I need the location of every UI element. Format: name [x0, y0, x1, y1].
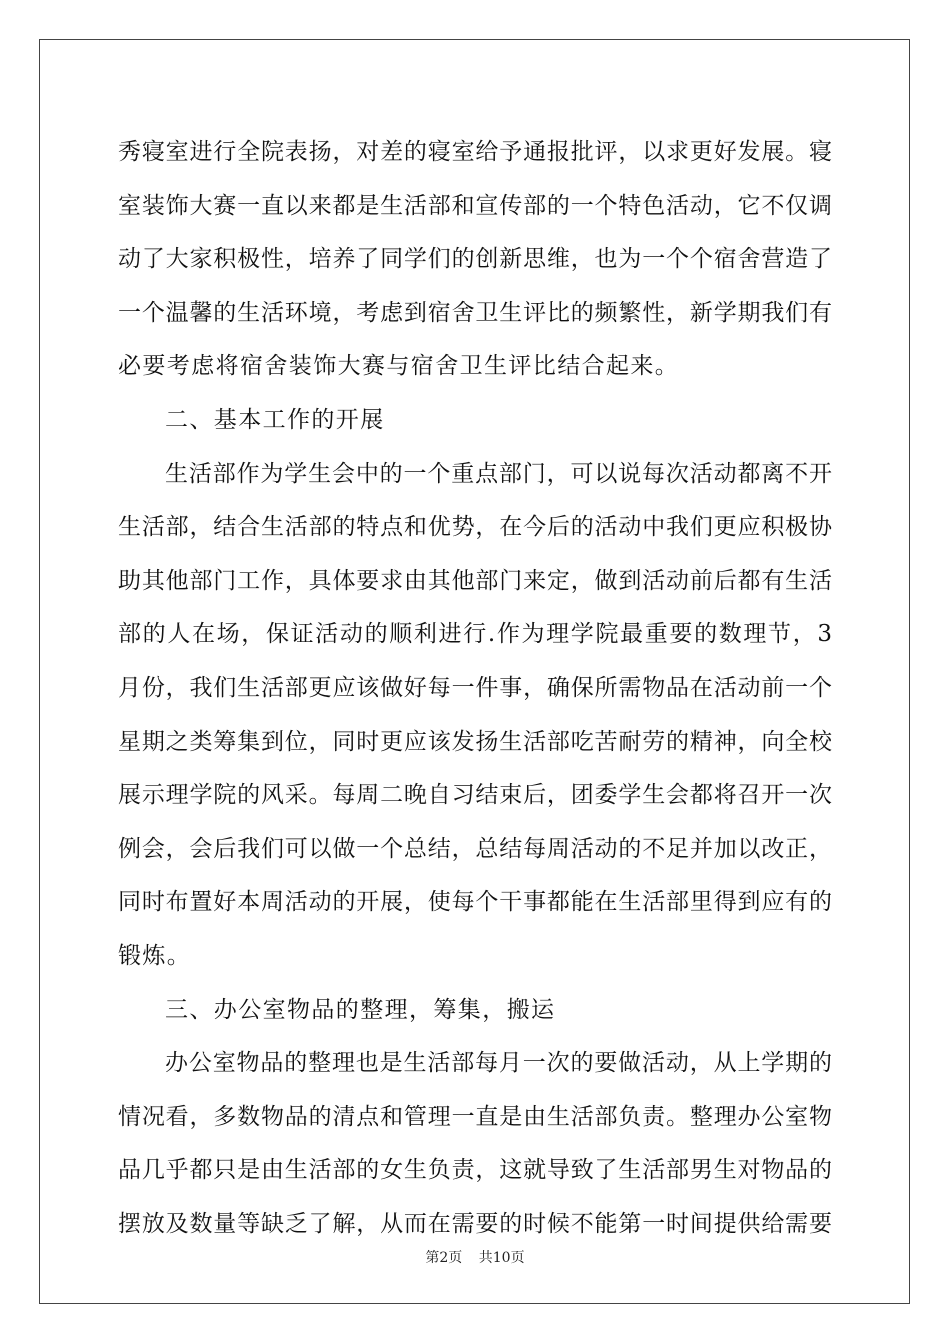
text-line: 必要考虑将宿舍装饰大赛与宿舍卫生评比结合起来。	[118, 353, 680, 380]
text-line: 锻炼。	[118, 942, 192, 969]
text-line: 部的人在场，保证活动的顺利进行.作为理学院最重要的数理节，3	[118, 621, 832, 648]
text-line: 生活部作为学生会中的一个重点部门，可以说每次活动都离不开	[165, 460, 832, 487]
text-line: 情况看，多数物品的清点和管理一直是由生活部负责。整理办公室物	[118, 1103, 832, 1130]
page-footer	[0, 1247, 950, 1267]
text-line: 室装饰大赛一直以来都是生活部和宣传部的一个特色活动，它不仅调	[118, 192, 832, 219]
text-line: 品几乎都只是由生活部的女生负责，这就导致了生活部男生对物品的	[118, 1157, 832, 1184]
text-line: 秀寝室进行全院表扬，对差的寝室给予通报批评，以求更好发展。寝	[118, 139, 832, 165]
text-line: 展示理学院的风采。每周二晚自习结束后，团委学生会都将召开一次	[118, 782, 832, 809]
text-line: 二、基本工作的开展	[165, 406, 385, 433]
text-line: 办公室物品的整理也是生活部每月一次的要做活动，从上学期的	[165, 1050, 832, 1077]
page-total: 共10页	[478, 1250, 525, 1266]
page-number: 第2页	[425, 1250, 463, 1266]
text-line: 助其他部门工作，具体要求由其他部门来定，做到活动前后都有生活	[118, 567, 832, 594]
text-line: 一个温馨的生活环境，考虑到宿舍卫生评比的频繁性，新学期我们有	[118, 299, 832, 326]
document-body	[118, 126, 832, 1251]
text-line: 摆放及数量等缺乏了解，从而在需要的时候不能第一时间提供给需要	[118, 1210, 832, 1237]
text-line: 三、办公室物品的整理，筹集，搬运	[165, 996, 556, 1023]
text-line: 同时布置好本周活动的开展，使每个干事都能在生活部里得到应有的	[118, 889, 832, 916]
text-line: 月份，我们生活部更应该做好每一件事，确保所需物品在活动前一个	[118, 674, 832, 701]
text-line: 动了大家积极性，培养了同学们的创新思维，也为一个个宿舍营造了	[118, 246, 832, 273]
text-line: 例会，会后我们可以做一个总结，总结每周活动的不足并加以改正，	[118, 835, 832, 862]
text-line: 生活部，结合生活部的特点和优势，在今后的活动中我们更应积极协	[118, 514, 832, 541]
text-line: 星期之类筹集到位，同时更应该发扬生活部吃苦耐劳的精神，向全校	[118, 728, 832, 755]
